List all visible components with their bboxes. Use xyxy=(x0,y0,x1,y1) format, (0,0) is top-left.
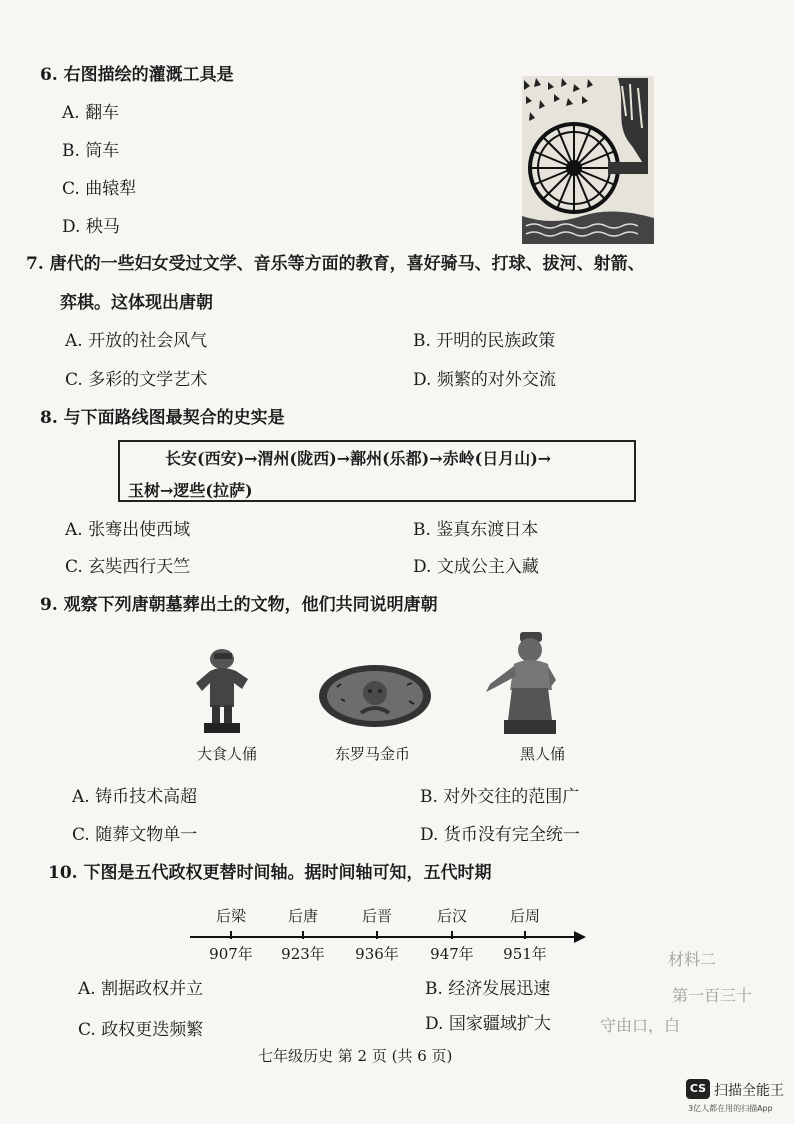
route-line-1: 长安(西安)→渭州(陇西)→鄯州(乐都)→赤岭(日月山)→ xyxy=(165,449,552,468)
q9-option-d: D. 货币没有完全统一 xyxy=(420,825,580,845)
bleed-through-text-3: 守由口，白 xyxy=(600,1016,681,1035)
roman-gold-coin-image xyxy=(317,663,433,729)
q10-option-b: B. 经济发展迅速 xyxy=(425,979,551,999)
figurine-dashi-image xyxy=(188,645,268,737)
q6-option-a: A. 翻车 xyxy=(62,103,120,123)
timeline-tick xyxy=(376,931,378,939)
q6-option-c: C. 曲辕犁 xyxy=(62,179,137,199)
q8-stem: 8. 与下面路线图最契合的史实是 xyxy=(40,408,285,428)
q8-option-d: D. 文成公主入藏 xyxy=(413,557,539,577)
timeline-dynasty-label: 后周 xyxy=(509,907,541,925)
q7-stem-line2: 弈棋。这体现出唐朝 xyxy=(60,293,213,313)
q7-option-b: B. 开明的民族政策 xyxy=(413,331,556,351)
q7-option-a: A. 开放的社会风气 xyxy=(65,331,208,351)
q9-option-c: C. 随葬文物单一 xyxy=(72,825,198,845)
bleed-through-text-2: 第一百三十 xyxy=(672,986,753,1005)
q8-option-c: C. 玄奘西行天竺 xyxy=(65,557,191,577)
timeline-tick xyxy=(524,931,526,939)
q7-option-d: D. 频繁的对外交流 xyxy=(413,370,556,390)
q10-option-d: D. 国家疆域扩大 xyxy=(425,1014,551,1034)
timeline-axis xyxy=(190,936,578,938)
water-wheel-illustration xyxy=(522,76,654,244)
timeline-year-label: 951年 xyxy=(503,945,547,963)
caption-roman-coin: 东罗马金币 xyxy=(335,745,411,763)
timeline-year-label: 923年 xyxy=(281,945,325,963)
q9-stem: 9. 观察下列唐朝墓葬出土的文物，他们共同说明唐朝 xyxy=(40,595,438,615)
timeline-arrow-icon xyxy=(574,931,586,943)
caption-dashi-figurine: 大食人俑 xyxy=(197,745,258,763)
q9-option-b: B. 对外交往的范围广 xyxy=(420,787,580,807)
page-footer: 七年级历史 第 2 页 (共 6 页) xyxy=(258,1047,453,1065)
caption-african-figurine: 黑人俑 xyxy=(520,745,566,763)
timeline-year-label: 936年 xyxy=(355,945,399,963)
q8-option-a: A. 张骞出使西域 xyxy=(65,520,191,540)
watermark-app-name: 扫描全能王 xyxy=(714,1083,784,1099)
scanner-watermark xyxy=(686,1079,791,1119)
bleed-through-text-1: 材料二 xyxy=(668,950,717,969)
q10-option-c: C. 政权更迭频繁 xyxy=(78,1020,204,1040)
q6-option-b: B. 筒车 xyxy=(62,141,120,161)
route-line-2: 玉树→逻些(拉萨) xyxy=(128,481,253,500)
q7-stem-line1: 7. 唐代的一些妇女受过文学、音乐等方面的教育，喜好骑马、打球、拔河、射箭、 xyxy=(26,254,645,274)
timeline-dynasty-label: 后梁 xyxy=(215,907,247,925)
timeline-dynasty-label: 后汉 xyxy=(436,907,468,925)
q8-option-b: B. 鉴真东渡日本 xyxy=(413,520,539,540)
timeline-tick xyxy=(451,931,453,939)
camscanner-logo-icon: CS xyxy=(686,1079,710,1099)
timeline-tick xyxy=(230,931,232,939)
q10-stem: 10. 下图是五代政权更替时间轴。据时间轴可知，五代时期 xyxy=(48,863,492,883)
watermark-tagline: 3亿人都在用的扫描App xyxy=(688,1104,773,1113)
timeline-year-label: 947年 xyxy=(430,945,474,963)
q6-stem: 6. 右图描绘的灌溉工具是 xyxy=(40,65,234,85)
q7-option-c: C. 多彩的文学艺术 xyxy=(65,370,208,390)
timeline-year-label: 907年 xyxy=(209,945,253,963)
q10-option-a: A. 割据政权并立 xyxy=(78,979,204,999)
timeline-tick xyxy=(302,931,304,939)
q9-option-a: A. 铸币技术高超 xyxy=(72,787,198,807)
route-diagram xyxy=(118,440,636,502)
figurine-african-image xyxy=(482,630,578,740)
dynasty-timeline xyxy=(190,905,590,975)
q6-option-d: D. 秧马 xyxy=(62,217,120,237)
timeline-dynasty-label: 后唐 xyxy=(287,907,319,925)
timeline-dynasty-label: 后晋 xyxy=(361,907,393,925)
